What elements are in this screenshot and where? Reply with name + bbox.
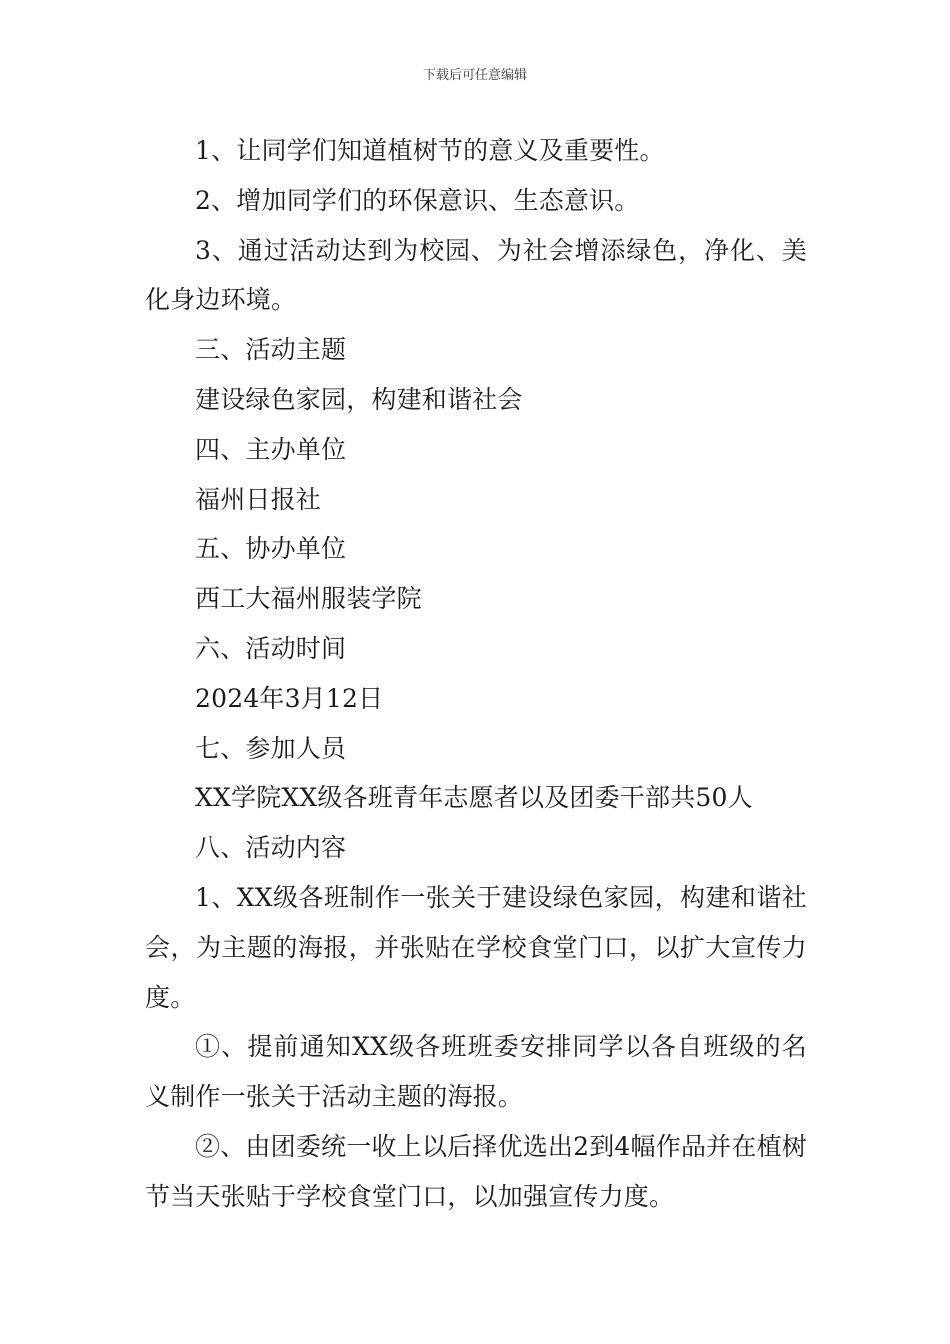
heading-theme: 三、活动主题 <box>195 335 347 365</box>
paragraph-content-1b: ②、由团委统一收上以后择优选出2到4幅作品并在植树节当天张贴于学校食堂门口，以加强宣传力度。 <box>145 1131 807 1211</box>
paragraph-organizer: 福州日报社 <box>195 484 322 514</box>
heading-organizer: 四、主办单位 <box>195 434 347 464</box>
page-header-note: 下载后可任意编辑 <box>422 68 527 83</box>
heading-time: 六、活动时间 <box>195 633 347 663</box>
paragraph-goal-2: 2、增加同学们的环保意识、生态意识。 <box>195 185 640 215</box>
paragraph-content-1a: ①、提前通知XX级各班班委安排同学以各自班级的名义制作一张关于活动主题的海报。 <box>145 1032 807 1112</box>
paragraph-co-organizer: 西工大福州服装学院 <box>195 584 422 614</box>
document-body <box>145 126 807 1222</box>
heading-content: 八、活动内容 <box>195 833 347 863</box>
paragraph-time: 2024年3月12日 <box>195 683 384 713</box>
heading-participants: 七、参加人员 <box>195 733 347 763</box>
heading-co-organizer: 五、协办单位 <box>195 534 347 564</box>
paragraph-goal-1: 1、让同学们知道植树节的意义及重要性。 <box>195 136 665 165</box>
paragraph-goal-3: 3、通过活动达到为校园、为社会增添绿色，净化、美化身边环境。 <box>145 235 807 315</box>
paragraph-theme: 建设绿色家园，构建和谐社会 <box>195 384 523 414</box>
paragraph-participants: XX学院XX级各班青年志愿者以及团委干部共50人 <box>195 783 753 813</box>
paragraph-content-1: 1、XX级各班制作一张关于建设绿色家园，构建和谐社会，为主题的海报，并张贴在学校食堂门口，以扩大宣传力度。 <box>145 882 807 1012</box>
